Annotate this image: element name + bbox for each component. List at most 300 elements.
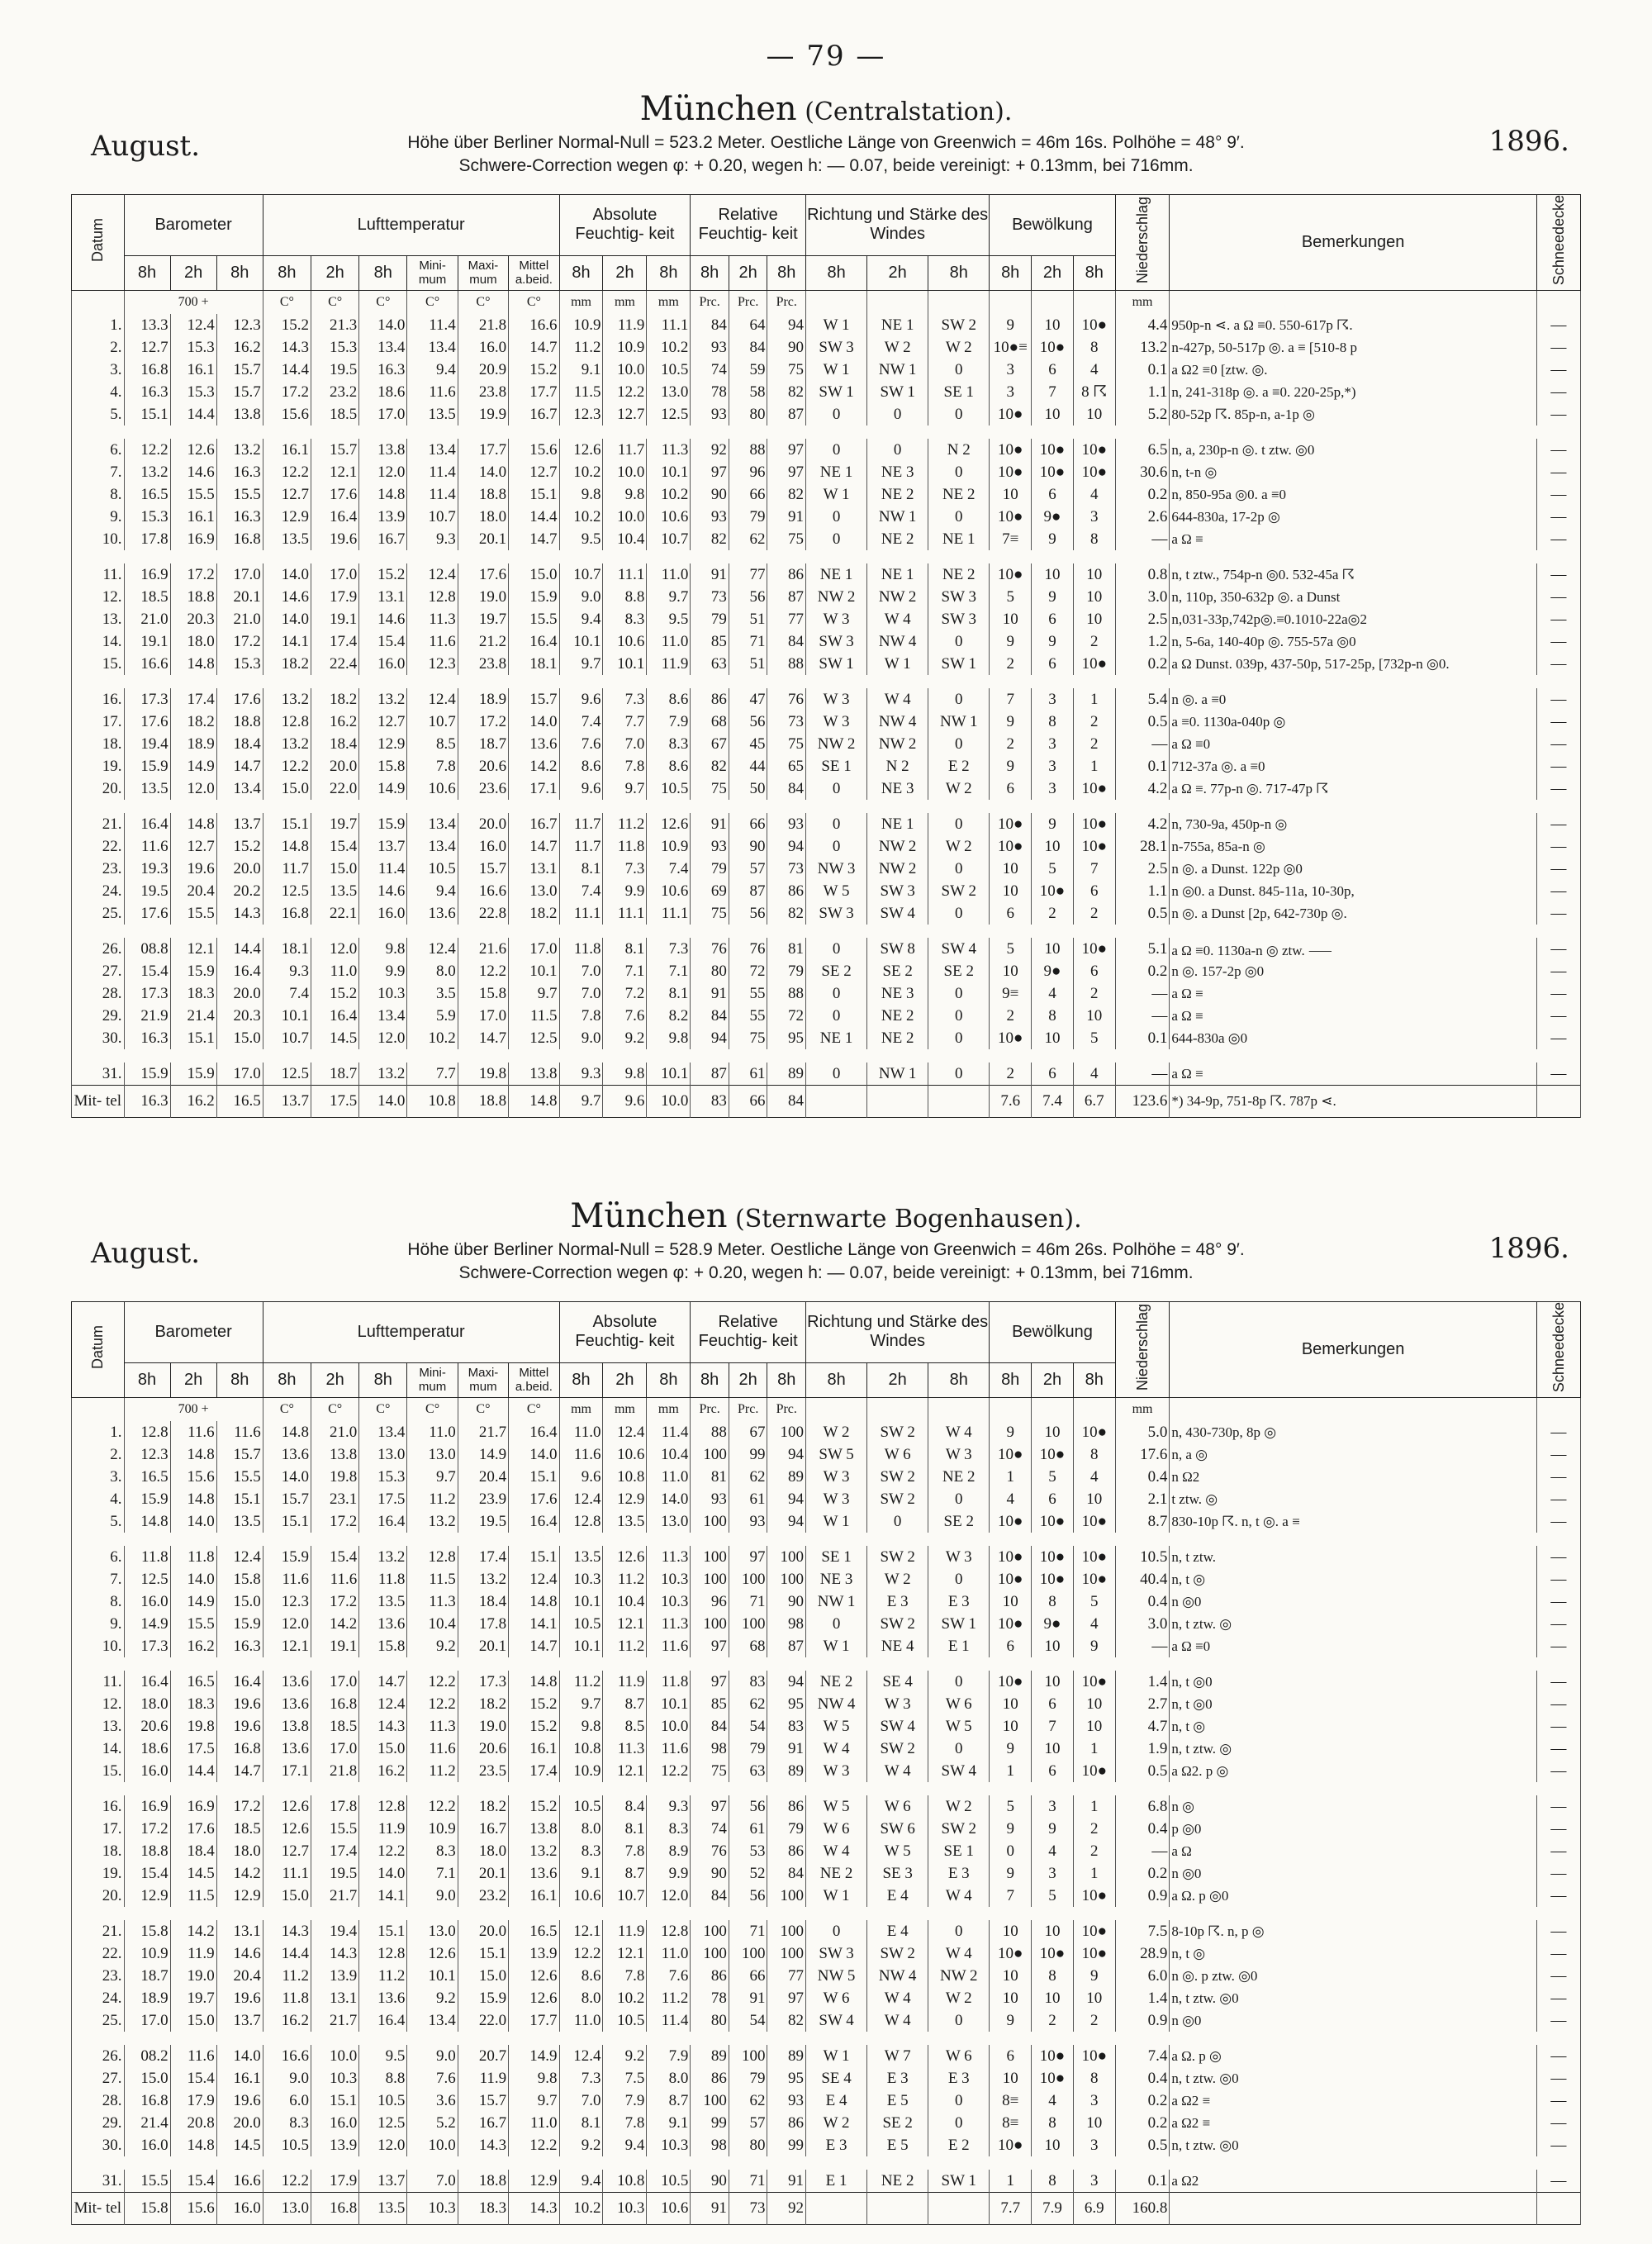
table-cell: 11.9	[359, 1818, 407, 1840]
table-cell: 10	[990, 1965, 1032, 1987]
table-cell: 10●	[990, 439, 1032, 461]
table-cell: 54	[729, 2009, 767, 2032]
table-cell: a Ω2. p ◎	[1170, 1760, 1537, 1782]
table-cell: 10.0	[603, 359, 647, 381]
table-cell: n ◎0. a Dunst. 845-11a, 10-30p,	[1170, 880, 1537, 902]
gap-cell	[72, 550, 1581, 563]
table-cell: 0	[806, 982, 867, 1005]
table-cell: 10.8	[603, 2170, 647, 2193]
table-cell: 8.7	[1115, 1510, 1170, 1533]
table-cell: 14.	[72, 630, 125, 653]
table-cell: 11.3	[603, 1738, 647, 1760]
table-cell: 79	[691, 858, 729, 880]
table-cell: 18.8	[170, 586, 216, 608]
table-cell: 21.4	[170, 1005, 216, 1027]
table-cell: 10	[1032, 2134, 1074, 2156]
table-cell: 7.8	[603, 2112, 647, 2134]
table-cell: 74	[691, 1818, 729, 1840]
table-cell: 14.9	[124, 1613, 170, 1635]
table-cell: 75	[691, 777, 729, 800]
table-cell: 16.6	[509, 314, 559, 336]
table-cell: 8.4	[603, 1795, 647, 1818]
table-cell: 19.1	[311, 608, 359, 630]
table-cell: 10	[1032, 938, 1074, 960]
table-cell: 11.3	[407, 1715, 458, 1738]
table-cell: 20.3	[170, 608, 216, 630]
table-cell: 9.3	[647, 1795, 691, 1818]
header-wind: Richtung und Stärke des Windes	[806, 1302, 990, 1363]
table-cell: 10.6	[603, 630, 647, 653]
table-cell: 16.8	[124, 2089, 170, 2112]
table-cell: W 1	[806, 1510, 867, 1533]
table-cell: 12.2	[263, 2170, 311, 2193]
unit-cell: C°	[458, 1398, 508, 1422]
table-cell: 12.4	[559, 1488, 603, 1510]
table-cell: 15.2	[311, 982, 359, 1005]
table-cell: W 2	[806, 2112, 867, 2134]
table-cell: 16.	[72, 1795, 125, 1818]
table-cell: SE 4	[867, 1671, 928, 1693]
table-cell: 21.7	[458, 1421, 508, 1443]
table-cell: NE 1	[806, 1027, 867, 1049]
pentad-gap	[72, 1049, 1581, 1063]
table-cell: 18.2	[458, 1693, 508, 1715]
table-cell: n, t ◎0	[1170, 1693, 1537, 1715]
table-cell: 10.1	[407, 1965, 458, 1987]
table-cell: 0	[928, 1568, 990, 1590]
table-cell: 10.4	[603, 1590, 647, 1613]
table-cell: 2	[1073, 1818, 1115, 1840]
table-cell: 12.7	[170, 835, 216, 858]
mean-cell: 16.3	[124, 1086, 170, 1118]
table-cell: 66	[729, 813, 767, 835]
table-cell: 7≡	[990, 528, 1032, 550]
table-cell: 17.2	[263, 381, 311, 403]
table-cell: 9.6	[559, 688, 603, 711]
table-cell: 10●	[1032, 1942, 1074, 1965]
table-cell: 12.2	[407, 1795, 458, 1818]
table-cell: 9.0	[559, 586, 603, 608]
subheader-20: 8h	[1073, 1362, 1115, 1397]
table-cell: 8≡	[990, 2089, 1032, 2112]
table-cell: 10	[1032, 1671, 1074, 1693]
table-cell: 10●	[1032, 461, 1074, 483]
table-cell: n Ω2	[1170, 1466, 1537, 1488]
table-cell: 08.2	[124, 2045, 170, 2067]
table-cell: 10	[1073, 1715, 1115, 1738]
table-cell: 14.0	[263, 1466, 311, 1488]
table-cell: 79	[767, 1818, 806, 1840]
table-cell: 86	[767, 1795, 806, 1818]
table-cell: 12.1	[603, 1942, 647, 1965]
table-cell: 44	[729, 755, 767, 777]
table-cell: 61	[729, 1488, 767, 1510]
table-cell: 1	[1073, 688, 1115, 711]
table-cell: 0	[928, 2009, 990, 2032]
table-cell: 0.1	[1115, 2170, 1170, 2193]
table-row	[72, 2045, 1581, 2067]
table-cell: E 3	[806, 2134, 867, 2156]
table-cell: 12.6	[170, 439, 216, 461]
table-cell: 3.	[72, 1466, 125, 1488]
table-cell: 11.8	[559, 938, 603, 960]
unit-cell	[928, 291, 990, 315]
table-cell: 15.7	[216, 359, 263, 381]
table-cell: W 4	[806, 1738, 867, 1760]
table-cell: 15.4	[124, 960, 170, 982]
table-cell: 10.7	[407, 711, 458, 733]
table-cell: 12.9	[603, 1488, 647, 1510]
table-cell: —	[1536, 2170, 1580, 2193]
table-cell: 8.5	[407, 733, 458, 755]
unit-cell	[72, 1398, 125, 1422]
unit-cell: C°	[263, 291, 311, 315]
table-cell: SW 2	[928, 880, 990, 902]
table-cell: 6.	[72, 439, 125, 461]
table-cell: 11.8	[647, 1671, 691, 1693]
unit-cell: Prc.	[767, 291, 806, 315]
table-cell: 12.2	[603, 381, 647, 403]
table-cell: 80	[691, 960, 729, 982]
table-cell: 7.3	[603, 688, 647, 711]
mean-cell: 91	[691, 2193, 729, 2225]
table-cell: 72	[767, 1005, 806, 1027]
table-cell: 12.7	[603, 403, 647, 426]
table-cell: 16.4	[509, 630, 559, 653]
table-cell: 18.5	[311, 403, 359, 426]
table-cell: —	[1536, 2067, 1580, 2089]
table-cell: 13.0	[407, 1920, 458, 1942]
table-cell: 14.3	[263, 336, 311, 359]
table-row	[72, 1840, 1581, 1862]
table-cell: 14.2	[170, 1920, 216, 1942]
table-cell: n, t ◎	[1170, 1568, 1537, 1590]
table-cell: E 3	[928, 2067, 990, 2089]
table-cell: 11.8	[263, 1987, 311, 2009]
table-cell: SW 4	[867, 1715, 928, 1738]
table-cell: 20.3	[216, 1005, 263, 1027]
table-cell: 11.8	[170, 1546, 216, 1568]
mean-cell: 160.8	[1115, 2193, 1170, 2225]
table-cell: 12.1	[559, 1920, 603, 1942]
table-cell: E 3	[928, 1590, 990, 1613]
table-cell: 15.1	[124, 403, 170, 426]
table-cell: n ◎0	[1170, 2009, 1537, 2032]
table-cell: 13.8	[216, 403, 263, 426]
page-number: — 79 —	[766, 40, 886, 73]
table-cell: 13.	[72, 1715, 125, 1738]
table-cell: n, t ◎0	[1170, 1671, 1537, 1693]
table-cell: 15.9	[458, 1987, 508, 2009]
table-cell: 13.4	[359, 1421, 407, 1443]
table-cell: 644-830a ◎0	[1170, 1027, 1537, 1049]
subheader-7: Maxi- mum	[458, 255, 508, 290]
pentad-gap	[72, 1782, 1581, 1795]
table-cell: 10	[1073, 1488, 1115, 1510]
table-cell: 17.2	[216, 1795, 263, 1818]
table-row	[72, 1510, 1581, 1533]
table-cell: 79	[729, 506, 767, 528]
table-cell: SW 2	[928, 1818, 990, 1840]
station-year: 1896.	[1488, 125, 1569, 158]
table-cell: NW 4	[867, 711, 928, 733]
table-cell: 15.0	[216, 1590, 263, 1613]
table-cell: 12.8	[359, 1942, 407, 1965]
table-cell: n ◎0	[1170, 1590, 1537, 1613]
table-cell: 0	[928, 506, 990, 528]
table-cell: W 5	[806, 880, 867, 902]
table-cell: 75	[767, 359, 806, 381]
table-cell: 79	[767, 960, 806, 982]
table-cell: 66	[729, 1965, 767, 1987]
table-cell: —	[1536, 1795, 1580, 1818]
table-cell: 10	[990, 1693, 1032, 1715]
table-cell: 13.	[72, 608, 125, 630]
table-cell: 93	[691, 506, 729, 528]
table-cell: 5	[1032, 1466, 1074, 1488]
table-row	[72, 1738, 1581, 1760]
table-cell: 17.2	[216, 630, 263, 653]
table-cell: 27.	[72, 2067, 125, 2089]
table-cell: 19.	[72, 1862, 125, 1885]
table-cell: 4	[1073, 359, 1115, 381]
table-cell: 11.2	[647, 1987, 691, 2009]
table-cell: 10●	[1073, 314, 1115, 336]
table-cell: SW 4	[928, 938, 990, 960]
mean-cell: 15.6	[170, 2193, 216, 2225]
table-cell: 12.2	[407, 1693, 458, 1715]
table-cell: 84	[691, 314, 729, 336]
table-cell: 9.1	[647, 2112, 691, 2134]
table-cell: 61	[729, 1063, 767, 1086]
table-cell: —	[1536, 1942, 1580, 1965]
table-cell: 13.1	[311, 1987, 359, 2009]
table-cell: 2	[990, 1005, 1032, 1027]
table-cell: 10	[990, 1590, 1032, 1613]
table-cell: 18.8	[458, 2170, 508, 2193]
table-cell: 10●	[1073, 653, 1115, 675]
table-cell: p ◎0	[1170, 1818, 1537, 1840]
table-cell: 14.1	[359, 1885, 407, 1907]
table-cell: 91	[767, 506, 806, 528]
table-cell: 9.0	[263, 2067, 311, 2089]
mean-cell: 16.0	[216, 2193, 263, 2225]
mean-cell	[1170, 2193, 1537, 2225]
table-cell: 82	[691, 528, 729, 550]
table-cell: 16.4	[216, 960, 263, 982]
pentad-gap	[72, 550, 1581, 563]
table-cell: N 2	[867, 755, 928, 777]
table-cell: 18.4	[170, 1840, 216, 1862]
table-cell: NE 2	[867, 528, 928, 550]
header-datum	[72, 1302, 125, 1398]
table-cell: NW 4	[867, 1965, 928, 1987]
table-cell: 8.6	[647, 688, 691, 711]
table-cell: 86	[691, 2067, 729, 2089]
table-row	[72, 1005, 1581, 1027]
table-cell: 14.6	[263, 586, 311, 608]
subheader-11: 8h	[647, 255, 691, 290]
mean-cell: 16.5	[216, 1086, 263, 1118]
table-cell: 10	[990, 1715, 1032, 1738]
table-cell: a Ω ≡	[1170, 982, 1537, 1005]
table-cell: 9	[1073, 1965, 1115, 1987]
table-cell: 16.4	[311, 506, 359, 528]
table-cell: —	[1536, 1546, 1580, 1568]
table-cell: 93	[767, 2089, 806, 2112]
table-cell: 17.0	[509, 938, 559, 960]
table-cell: 97	[691, 1795, 729, 1818]
table-cell: W 2	[928, 1987, 990, 2009]
subheader-12: 8h	[691, 255, 729, 290]
table-cell: 20.0	[216, 982, 263, 1005]
table-cell: 16.5	[124, 483, 170, 506]
table-cell: 9.8	[603, 483, 647, 506]
table-cell: 14.4	[263, 1942, 311, 1965]
table-cell: 10.2	[407, 1027, 458, 1049]
unit-cell	[1170, 1398, 1537, 1422]
table-cell: 7.8	[559, 1005, 603, 1027]
table-cell: —	[1536, 1027, 1580, 1049]
table-cell: 0	[867, 403, 928, 426]
table-cell: SW 1	[867, 381, 928, 403]
table-cell: 21.2	[458, 630, 508, 653]
table-cell: 78	[691, 1987, 729, 2009]
table-cell: 22.	[72, 1942, 125, 1965]
table-cell: —	[1536, 1840, 1580, 1862]
table-cell: 8	[1032, 1590, 1074, 1613]
table-cell: 16.1	[263, 439, 311, 461]
table-cell: 73	[767, 711, 806, 733]
table-cell: 9.0	[559, 1027, 603, 1049]
mean-cell: 6.9	[1073, 2193, 1115, 2225]
unit-cell: mm	[603, 1398, 647, 1422]
table-cell: 19.6	[170, 858, 216, 880]
table-cell: 15.7	[458, 858, 508, 880]
table-cell: NE 2	[806, 1862, 867, 1885]
subheader-7: Maxi- mum	[458, 1362, 508, 1397]
table-cell: 8	[1032, 2170, 1074, 2193]
table-row	[72, 711, 1581, 733]
table-cell: 10.3	[311, 2067, 359, 2089]
header-wind: Richtung und Stärke des Windes	[806, 195, 990, 256]
subheader-18: 8h	[990, 1362, 1032, 1397]
table-cell: 21.8	[458, 314, 508, 336]
table-cell: 11.7	[603, 439, 647, 461]
table-cell: W 2	[928, 835, 990, 858]
gap-cell	[72, 2156, 1581, 2170]
table-cell: —	[1536, 1715, 1580, 1738]
table-cell: 8	[1073, 336, 1115, 359]
table-cell: 84	[729, 336, 767, 359]
table-cell: 10.0	[311, 2045, 359, 2067]
table-cell: —	[1536, 1635, 1580, 1657]
table-cell: 6	[1073, 960, 1115, 982]
table-cell: 9●	[1032, 506, 1074, 528]
table-cell: 14.8	[124, 1510, 170, 1533]
table-cell: 10.2	[647, 483, 691, 506]
table-cell: 0.9	[1115, 1885, 1170, 1907]
table-cell: 15.1	[216, 1488, 263, 1510]
table-cell: 11.	[72, 1671, 125, 1693]
header-barometer: Barometer	[124, 195, 263, 256]
table-cell: 18.0	[170, 630, 216, 653]
table-cell: 3	[990, 359, 1032, 381]
table-cell: 75	[691, 1760, 729, 1782]
table-cell: 15.4	[170, 2170, 216, 2193]
table-cell: 9.3	[407, 528, 458, 550]
table-cell: 0.9	[1115, 2009, 1170, 2032]
table-cell: 0.2	[1115, 2089, 1170, 2112]
table-cell: 10	[1032, 1738, 1074, 1760]
table-cell: a Ω ≡	[1170, 1005, 1537, 1027]
table-cell: 16.7	[359, 528, 407, 550]
table-cell: 15.1	[509, 483, 559, 506]
table-cell: 12.6	[647, 813, 691, 835]
table-cell: 14.0	[216, 2045, 263, 2067]
table-cell: 15.5	[509, 608, 559, 630]
table-cell: 9.7	[509, 982, 559, 1005]
table-cell: 1.2	[1115, 630, 1170, 653]
table-cell: 10●	[990, 563, 1032, 586]
mean-row	[72, 2193, 1581, 2225]
table-cell: 9	[990, 1818, 1032, 1840]
table-cell: 14.8	[263, 1421, 311, 1443]
mean-cell: 9.7	[559, 1086, 603, 1118]
table-cell: 7.5	[1115, 1920, 1170, 1942]
table-cell: 100	[767, 1942, 806, 1965]
table-cell: 11.9	[603, 314, 647, 336]
table-cell: a Ω Dunst. 039p, 437-50p, 517-25p, [732p-n ◎0.	[1170, 653, 1537, 675]
gap-cell	[72, 925, 1581, 938]
table-cell: 10	[990, 1920, 1032, 1942]
table-cell: 89	[767, 2045, 806, 2067]
table-cell: 6	[1032, 1693, 1074, 1715]
table-cell: —	[1536, 1590, 1580, 1613]
table-cell: 3	[1032, 755, 1074, 777]
table-cell: 15.3	[170, 336, 216, 359]
table-cell: 100	[767, 1885, 806, 1907]
table-cell: 0.2	[1115, 653, 1170, 675]
table-cell: 2	[1073, 982, 1115, 1005]
mean-cell: 7.7	[990, 2193, 1032, 2225]
table-cell: SW 3	[928, 608, 990, 630]
table-cell: 20.	[72, 1885, 125, 1907]
mean-cell: 10.3	[407, 2193, 458, 2225]
table-cell: 12.2	[559, 1942, 603, 1965]
table-cell: 9	[990, 1862, 1032, 1885]
table-row	[72, 506, 1581, 528]
table-cell: 18.1	[509, 653, 559, 675]
table-cell: 10.1	[647, 1693, 691, 1715]
table-cell: 10.9	[647, 835, 691, 858]
table-cell: 67	[729, 1421, 767, 1443]
table-cell: 50	[729, 777, 767, 800]
table-cell: 17.0	[311, 1671, 359, 1693]
unit-cell: C°	[263, 1398, 311, 1422]
table-cell: 12.4	[407, 938, 458, 960]
table-cell: 15.9	[216, 1613, 263, 1635]
table-cell: 10.9	[603, 336, 647, 359]
table-cell: 2	[1073, 2009, 1115, 2032]
table-cell: 17.9	[311, 586, 359, 608]
table-cell: 14.0	[170, 1568, 216, 1590]
header-niederschlag	[1115, 1302, 1170, 1398]
table-cell: 53	[729, 1840, 767, 1862]
table-cell: —	[1536, 902, 1580, 925]
table-cell: 9.0	[407, 1885, 458, 1907]
table-cell: 10●	[1073, 2045, 1115, 2067]
